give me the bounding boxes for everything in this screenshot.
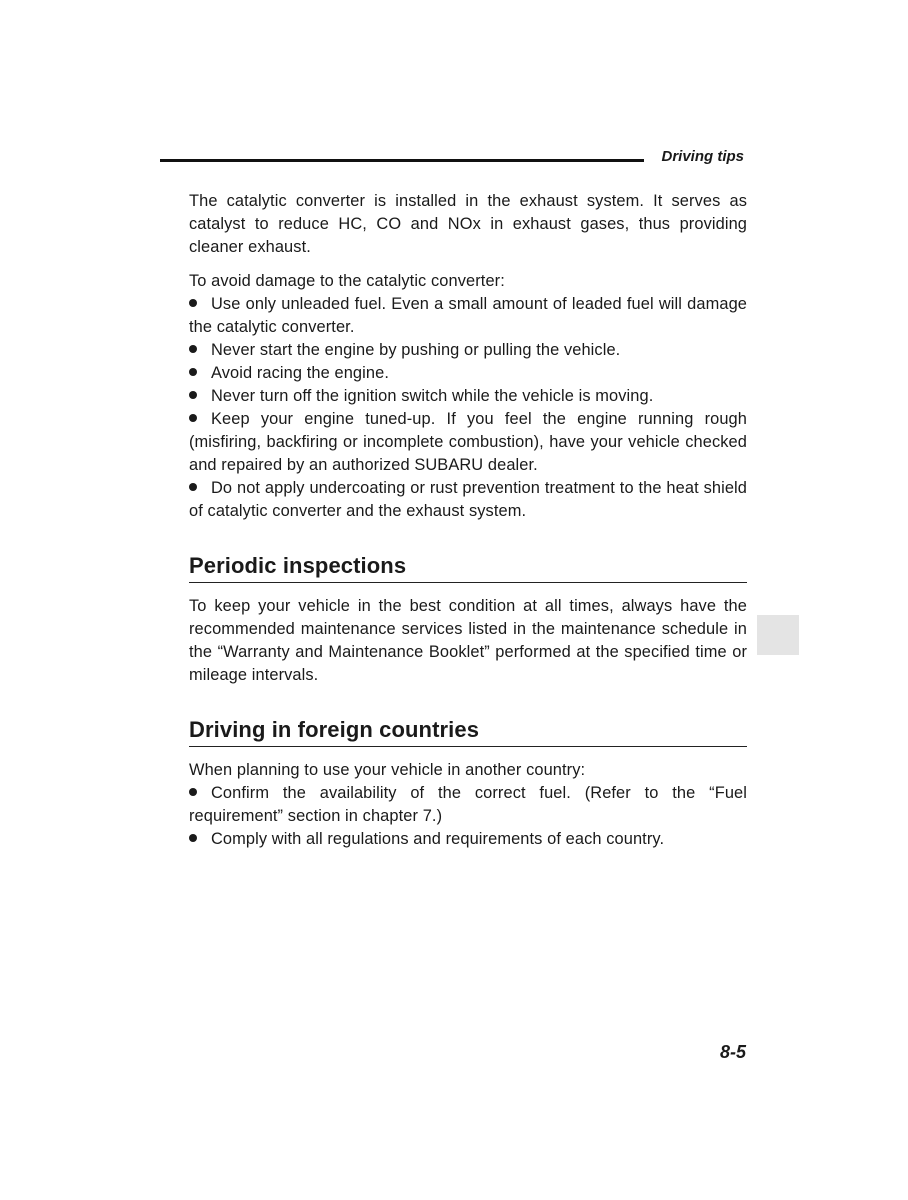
list-item: Do not apply undercoating or rust prevention treatment to the heat shield of catalytic converter and the exhaust system. [189, 479, 747, 520]
page-number: 8-5 [719, 1042, 746, 1062]
foreign-lead: When planning to use your vehicle in another country: [189, 761, 586, 779]
list-item: Avoid racing the engine. [189, 362, 747, 385]
list-item: Confirm the availability of the correct fuel. (Refer to the “Fuel requirement” section in chapter 7.) [189, 784, 747, 825]
running-header-title: Driving tips [661, 148, 744, 165]
bullet-icon [189, 362, 211, 385]
bullet-icon [189, 293, 211, 316]
periodic-paragraph: To keep your vehicle in the best condition at all times, always have the recommended maintenance services listed in the maintenance schedule in the “Warranty and Maintenance Booklet” performed at the specified time or mileage intervals. [189, 597, 747, 684]
chapter-side-tab [757, 615, 799, 655]
bullet-icon [189, 477, 211, 500]
list-item: Comply with all regulations and requirements of each country. [189, 828, 747, 851]
list-item: Keep your engine tuned-up. If you feel the engine running rough (misfiring, backfiring or incomplete combustion), have your vehicle checked and repaired by an authorized SUBARU dealer. [189, 410, 747, 474]
list-item: Never turn off the ignition switch while the vehicle is moving. [189, 385, 747, 408]
bullet-icon [189, 408, 211, 431]
bullet-icon [189, 828, 211, 851]
intro-paragraph: The catalytic converter is installed in the exhaust system. It serves as catalyst to reduce HC, CO and NOx in exhaust gases, thus providing cleaner exhaust. [189, 192, 747, 256]
section-heading-driving-foreign: Driving in foreign countries [189, 717, 747, 747]
bullet-icon [189, 339, 211, 362]
bullet-icon [189, 782, 211, 805]
page-content [189, 190, 747, 851]
list-item: Never start the engine by pushing or pulling the vehicle. [189, 339, 747, 362]
header-rule [160, 159, 644, 162]
section-heading-periodic-inspections: Periodic inspections [189, 553, 747, 583]
list-item: Use only unleaded fuel. Even a small amount of leaded fuel will damage the catalytic converter. [189, 295, 747, 336]
bullet-icon [189, 385, 211, 408]
catalytic-lead: To avoid damage to the catalytic converter: [189, 272, 505, 290]
